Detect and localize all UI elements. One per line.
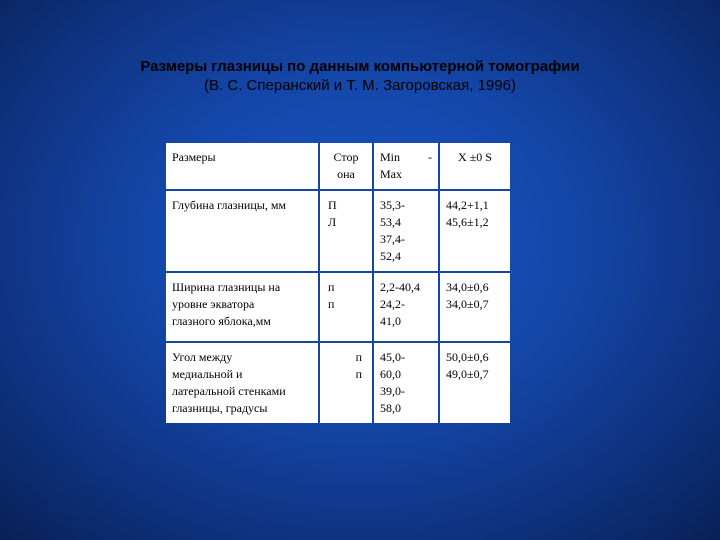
row-mean: 44,2+1,1 45,6±1,2: [439, 190, 510, 272]
row-name: Глубина глазницы, мм: [166, 190, 319, 272]
header-minmax: Min - Max: [373, 143, 439, 190]
row-name: Ширина глазницы на уровне экватора глазного яблока,мм: [166, 272, 319, 342]
row-minmax: 2,2-40,4 24,2- 41,0: [373, 272, 439, 342]
row-side: п п: [319, 272, 373, 342]
slide-title-block: [0, 57, 720, 95]
table-row: [166, 342, 510, 423]
row-mean: 34,0±0,6 34,0±0,7: [439, 272, 510, 342]
orbit-dimensions-table: [166, 143, 510, 423]
row-side: П Л: [319, 190, 373, 272]
table-row: [166, 190, 510, 272]
slide-title: Размеры глазницы по данным компьютерной томографии: [140, 58, 580, 75]
row-minmax: 35,3- 53,4 37,4- 52,4: [373, 190, 439, 272]
row-mean: 50,0±0,6 49,0±0,7: [439, 342, 510, 423]
row-minmax: 45,0- 60,0 39,0- 58,0: [373, 342, 439, 423]
header-mean: X ±0 S: [439, 143, 510, 190]
row-name: Угол между медиальной и латеральной стенками глазницы, градусы: [166, 342, 319, 423]
slide-subtitle: (В. С. Сперанский и Т. М. Загоровская, 1996): [204, 77, 516, 94]
table-header-row: [166, 143, 510, 190]
header-side: Стор она: [319, 143, 373, 190]
table-row: [166, 272, 510, 342]
row-side: п п: [319, 342, 373, 423]
header-dimensions: Размеры: [172, 150, 216, 164]
